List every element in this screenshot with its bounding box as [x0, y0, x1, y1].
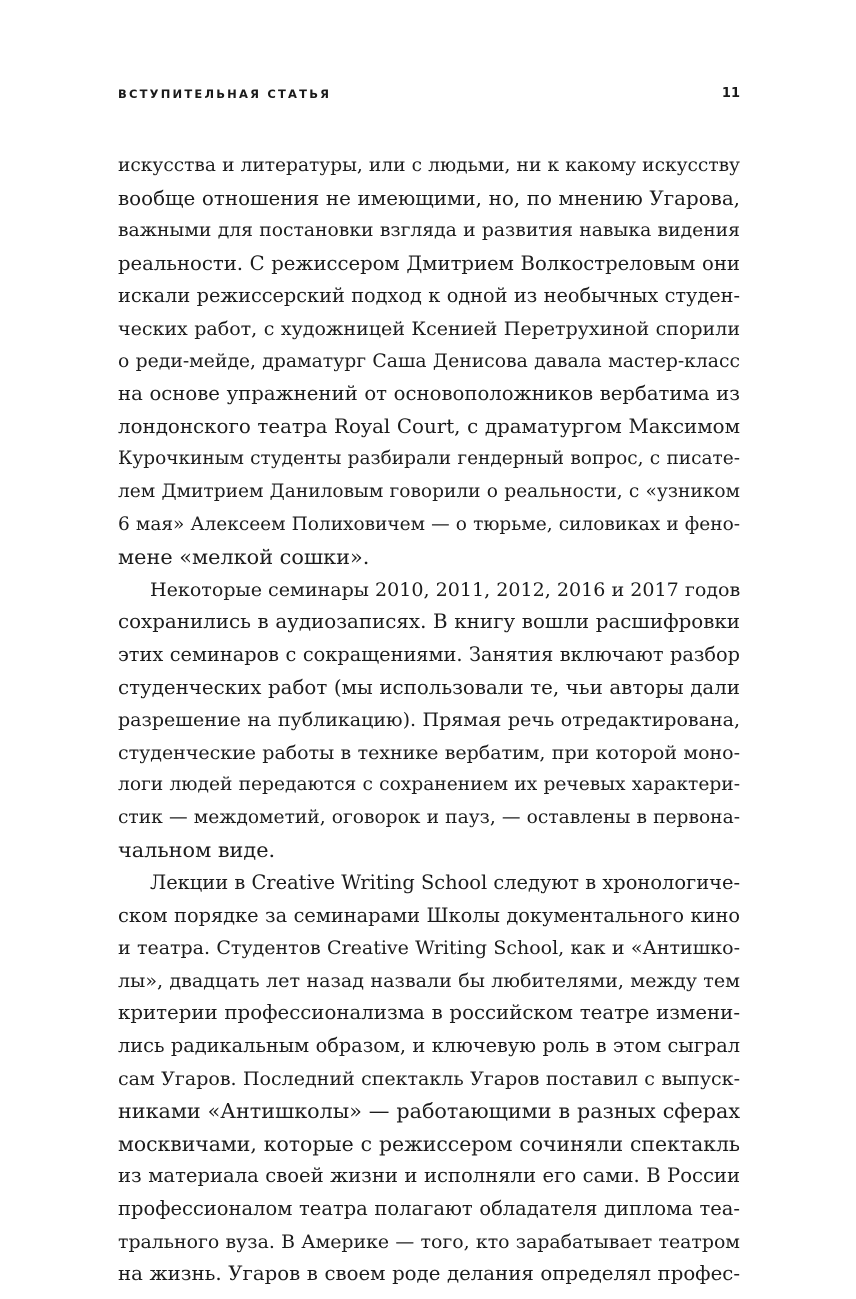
text-line: важными для постановки взгляда и развития навыка видения [118, 220, 740, 242]
text-line: лись радикальным образом, и ключевую роль в этом сыграл [118, 1034, 740, 1058]
text-line: сохранились в аудиозаписях. В книгу вошли расшифровки [118, 610, 740, 634]
body-text [118, 150, 740, 1291]
text-line: ском порядке за семинарами Школы документального кино [118, 903, 740, 927]
text-line: лы», двадцать лет назад назвали бы любителями, между тем [118, 968, 740, 992]
text-line: разрешение на публикацию). Прямая речь отредактирована, [118, 709, 740, 732]
text-line: 6 мая» Алексеем Полиховичем — о тюрьме, силовиках и фено- [118, 513, 740, 535]
text-line: никами «Антишколы» — работающими в разных сферах [118, 1099, 740, 1124]
text-line: чальном виде. [118, 838, 276, 863]
text-line: Некоторые семинары 2010, 2011, 2012, 2016 и 2017 годов [150, 578, 741, 601]
text-line: студенческих работ (мы использовали те, чьи авторы дали [118, 675, 740, 699]
text-line: мене «мелкой сошки». [118, 545, 370, 570]
text-line: лондонского театра Royal Court, с драматургом Максимом [118, 414, 740, 438]
paragraph-3 [118, 867, 740, 1291]
text-line: критерии профессионализма в российском театре измени- [118, 1001, 740, 1025]
running-header [118, 84, 740, 104]
text-line: о реди-мейде, драматург Саша Денисова давала мастер-класс [118, 350, 740, 372]
text-line: из материала своей жизни и исполняли его сами. В России [118, 1164, 740, 1188]
text-line: ческих работ, с художницей Ксенией Перетрухиной спорили [118, 317, 740, 340]
text-line: на жизнь. Угаров в своем роде делания определял профес- [118, 1262, 740, 1286]
text-line: стик — междометий, оговорок и пауз, — оставлены в первона- [118, 806, 740, 828]
text-line: москвичами, которые с режиссером сочиняли спектакль [118, 1131, 740, 1156]
text-line: логи людей передаются с сохранением их речевых характери- [118, 774, 740, 796]
text-line: на основе упражнений от основоположников вербатима из [118, 382, 740, 406]
text-line: этих семинаров с сокращениями. Занятия включают разбор [118, 642, 740, 666]
text-line: студенческие работы в технике вербатим, при которой моно- [118, 741, 740, 764]
text-line: лем Дмитрием Даниловым говорили о реальности, с «узником [118, 480, 740, 502]
text-line: Лекции в Creative Writing School следуют в хронологиче- [150, 871, 740, 895]
page-number: 11 [721, 86, 740, 101]
section-title: ВСТУПИТЕЛЬНАЯ СТАТЬЯ [118, 87, 332, 101]
text-line: профессионалом театра полагают обладателя диплома теа- [118, 1197, 740, 1220]
text-line: искусства и литературы, или с людьми, ни к какому искусству [118, 155, 740, 176]
text-line: и театра. Студентов Creative Writing School, как и «Антишко- [118, 937, 740, 960]
text-line: Курочкиным студенты разбирали гендерный вопрос, с писате- [118, 448, 740, 470]
text-line: искали режиссерский подход к одной из необычных студен- [118, 284, 740, 308]
text-line: реальности. С режиссером Дмитрием Волкостреловым они [118, 251, 740, 275]
paragraph-2 [118, 574, 740, 867]
text-line: трального вуза. В Америке — того, кто зарабатывает театром [118, 1230, 740, 1253]
paragraph-1 [118, 150, 740, 574]
text-line: сам Угаров. Последний спектакль Угаров поставил с выпуск- [118, 1067, 740, 1090]
text-line: вообще отношения не имеющими, но, по мнению Угарова, [118, 186, 740, 210]
